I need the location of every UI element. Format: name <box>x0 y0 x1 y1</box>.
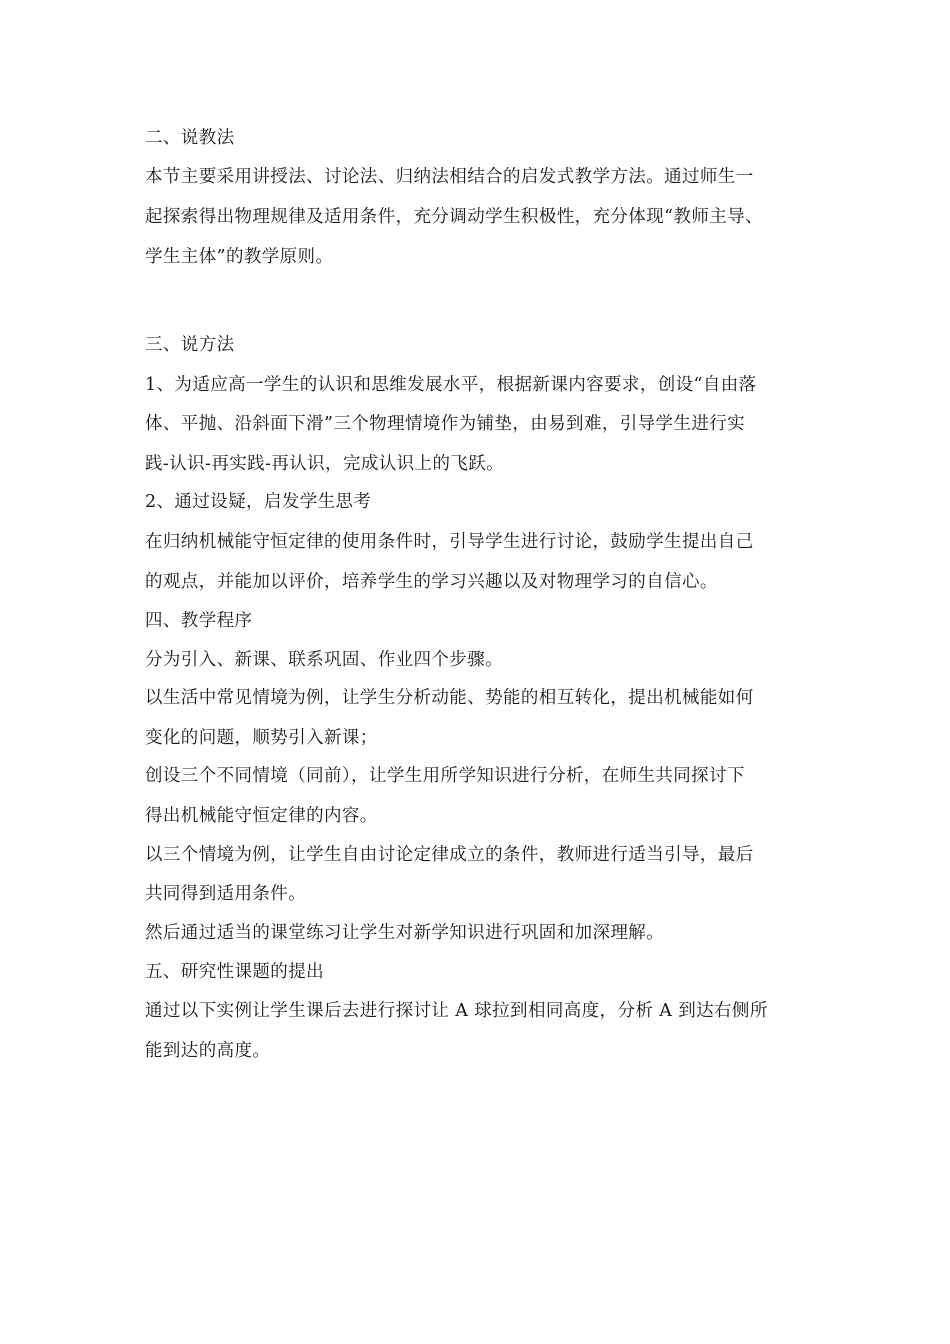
paragraph-line: 以三个情境为例，让学生自由讨论定律成立的条件，教师进行适当引导，最后 <box>145 845 754 865</box>
paragraph-line: 的观点，并能加以评价，培养学生的学习兴趣以及对物理学习的自信心。 <box>145 572 718 592</box>
paragraph-line: 以生活中常见情境为例，让学生分析动能、势能的相互转化，提出机械能如何 <box>145 688 754 708</box>
heading-method: 三、说方法 <box>145 335 235 355</box>
heading-procedure: 四、教学程序 <box>145 611 253 631</box>
heading-teaching-method: 二、说教法 <box>145 128 235 148</box>
paragraph-line: 得出机械能守恒定律的内容。 <box>145 806 378 826</box>
paragraph-line: 1、为适应高一学生的认识和思维发展水平，根据新课内容要求，创设“自由落 <box>145 375 757 395</box>
paragraph-line: 在归纳机械能守恒定律的使用条件时，引导学生进行讨论，鼓励学生提出自己 <box>145 532 754 552</box>
paragraph-line: 分为引入、新课、联系巩固、作业四个步骤。 <box>145 650 503 670</box>
heading-research-topic: 五、研究性课题的提出 <box>145 962 324 982</box>
paragraph-line: 起探索得出物理规律及适用条件，充分调动学生积极性，充分体现“教师主导、 <box>145 207 763 227</box>
paragraph-line: 创设三个不同情境（同前），让学生用所学知识进行分析，在师生共同探讨下 <box>145 766 745 786</box>
paragraph-line: 变化的问题，顺势引入新课； <box>145 728 378 748</box>
subheading: 2、通过设疑，启发学生思考 <box>145 492 372 512</box>
paragraph-line: 然后通过适当的课堂练习让学生对新学知识进行巩固和加深理解。 <box>145 923 665 943</box>
paragraph-line: 本节主要采用讲授法、讨论法、归纳法相结合的启发式教学方法。通过师生一 <box>145 167 754 187</box>
paragraph-line: 学生主体”的教学原则。 <box>145 247 334 267</box>
paragraph-line: 体、平抛、沿斜面下滑”三个物理情境作为铺垫，由易到难，引导学生进行实 <box>145 414 746 434</box>
paragraph-line: 共同得到适用条件。 <box>145 884 307 904</box>
paragraph-line: 践-认识-再实践-再认识，完成认识上的飞跃。 <box>145 454 505 474</box>
paragraph-line: 能到达的高度。 <box>145 1041 271 1061</box>
paragraph-line: 通过以下实例让学生课后去进行探讨让 A 球拉到相同高度，分析 A 到达右侧所 <box>145 1001 768 1021</box>
